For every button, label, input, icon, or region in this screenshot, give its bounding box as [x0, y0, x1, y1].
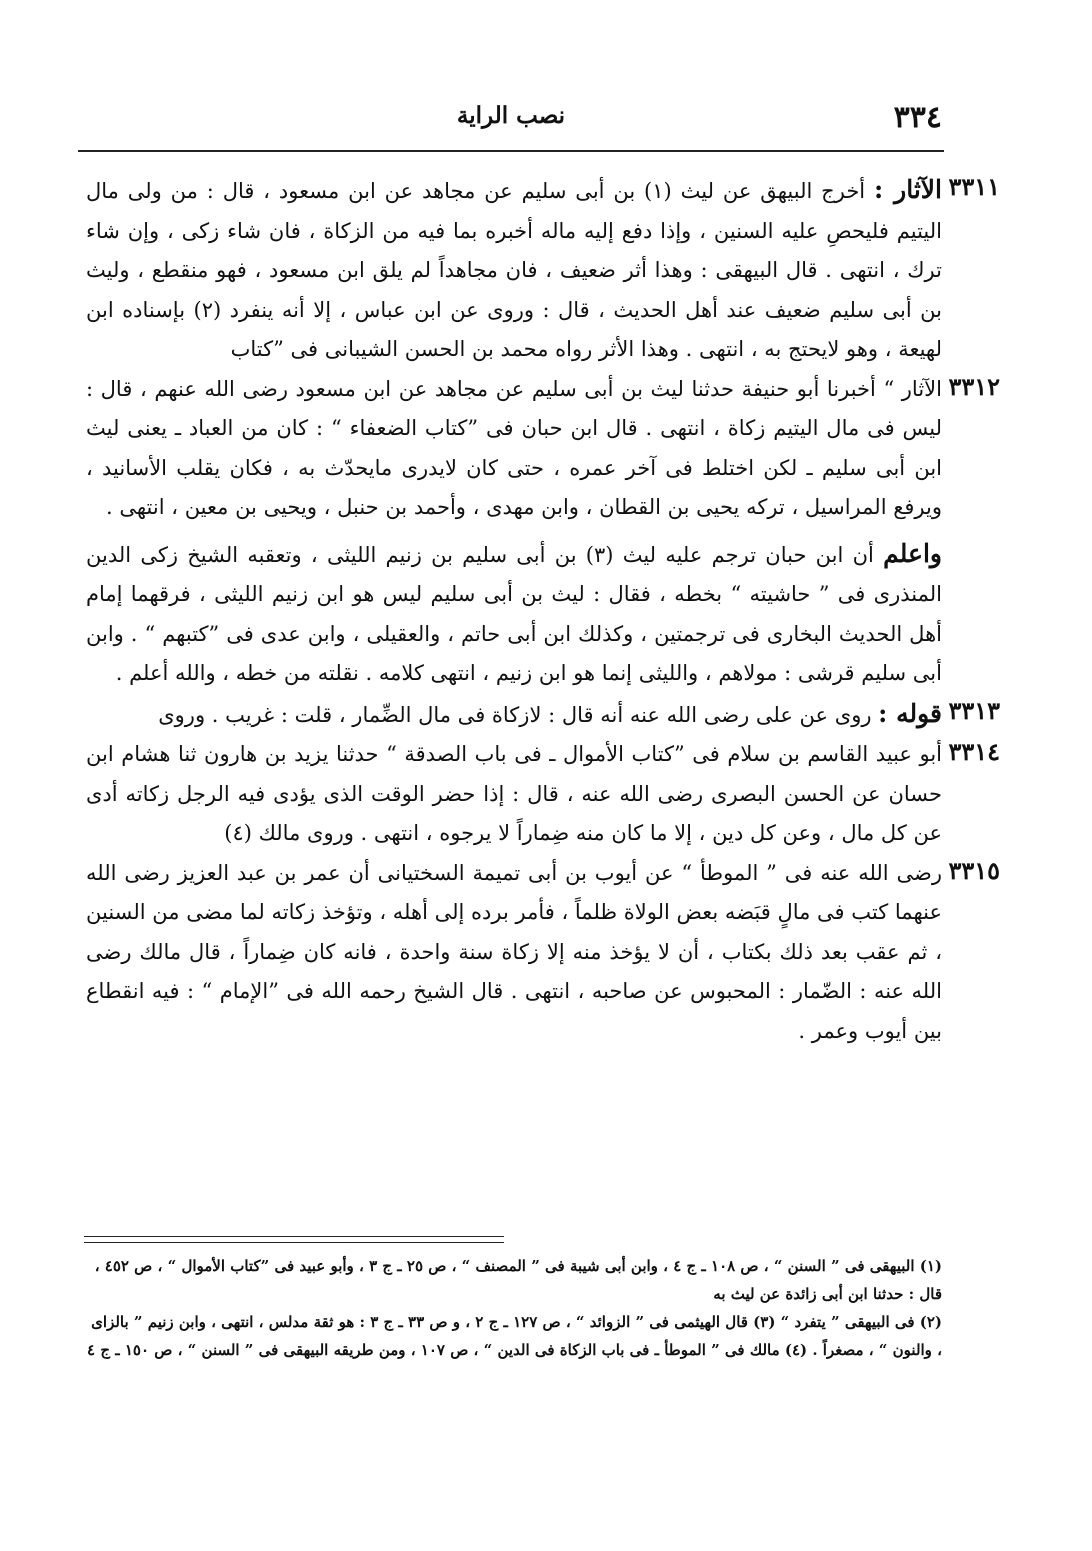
footnote: (١) البيهقى فى ” السنن “ ، ص ١٠٨ ـ ج ٤ ، وابن أبى شيبة فى ” المصنف “ ، ص ٢٥ ـ ج ٣ ، وأبو عبيد فى ”كتاب الأموال “ ، ص ٤٥٢ ، قال : حدثنا ابن أبى زائدة عن ليث به [94, 1257, 942, 1303]
entry-number: ٣٣١٢ [948, 371, 1000, 401]
main-text [86, 170, 1000, 1051]
entry-number: ٣٣١١ [948, 172, 1000, 201]
entry-3312 [86, 370, 1000, 528]
entry-text [86, 170, 942, 370]
running-title: نصب الراية [456, 102, 566, 129]
footnote: (٢) فى البيهقى ” يتفرد “ (٣) قال الهيثمى فى ” الزوائد “ ، ص ١٢٧ ـ ج ٢ ، و ص ٣٣ ـ ج ٣ : هو ثقة مدلس ، انتهى ، وابن زنيم ” بالزاى ، والنون “ ، مصغراً . (٤) مالك فى ” الموطأ ـ فى باب الزكاة فى الدين “ ، ص ١٠٧ ، ومن طريقه البيهقى فى ” السنن “ ، ص ١٥٠ ـ ج ٤ [87, 1313, 942, 1359]
entry-body: أن ابن حبان ترجم عليه ليث (٣) بن أبى سليم بن زنيم الليثى ، وتعقبه الشيخ زكى الدين المنذرى فى ” حاشيته “ بخطه ، فقال : ليث بن أبى سليم ليس هو ابن زنيم الليثى ، فرقهما إمام أهل الحديث البخارى فى ترجمتين ، وكذلك ابن أبى حاتم ، والعقيلى ، وابن عدى فى ”كتبهم “ . وابن أبى سليم قرشى : مولاهم ، والليثى إنما هو ابن زنيم ، انتهى كلامه . نقلته من خطه ، والله أعلم . [86, 542, 942, 685]
entry-text [86, 694, 942, 736]
entry-3311 [86, 170, 1000, 370]
entry-lead: قوله : [878, 698, 942, 728]
entry-3313 [86, 694, 1000, 736]
entry-number: ٣٣١٥ [948, 855, 1000, 885]
entry-body: روى عن على رضى الله عنه أنه قال : لازكاة فى مال الضِّمار ، قلت : غريب . وروى [158, 702, 872, 727]
entry-3315 [86, 854, 1000, 1052]
entry-lead: واعلم [883, 538, 942, 568]
header-rule [78, 150, 944, 152]
entry-text [86, 735, 942, 854]
entry-3314 [86, 735, 1000, 854]
entry-body: الآثار “ أخبرنا أبو حنيفة حدثنا ليث بن أبى سليم عن مجاهد عن ابن مسعود رضى الله عنهم ، قال : ليس فى مال اليتيم زكاة ، انتهى . قال ابن حبان فى ”كتاب الضعفاء “ : كان من العباد ـ يعنى ليث ابن أبى سليم ـ لكن اختلط فى آخر عمره ، حتى كان لايدرى مايحدّث به ، فكان يقلب الأسانيد ، ويرفع المراسيل ، تركه يحيى بن القطان ، وابن مهدى ، وأحمد بن حنبل ، ويحيى بن معين ، انتهى . [86, 376, 942, 519]
footnote-rule [84, 1236, 504, 1237]
page-header [80, 100, 942, 140]
page-number: ٣٣٤ [893, 100, 942, 135]
entry-text [86, 534, 942, 694]
entry-lead: الآثار : [874, 175, 942, 204]
footnotes [84, 1252, 942, 1364]
entry-body: أبو عبيد القاسم بن سلام فى ”كتاب الأموال ـ فى باب الصدقة “ حدثنا يزيد بن هارون ثنا هشام ابن حسان عن الحسن البصرى رضى الله عنه ، قال : إذا حضر الوقت الذى يؤدى فيه الرجل زكاته أدى عن كل مال ، وعن كل دين ، إلا ما كان منه ضِماراً لا يرجوه ، انتهى . وروى مالك (٤) [86, 742, 942, 845]
entry-number: ٣٣١٤ [948, 737, 1000, 766]
entry-text [86, 854, 942, 1052]
entry-body: أخرج البيهق عن ليث (١) بن أبى سليم عن مجاهد عن ابن مسعود ، قال : من ولى مال اليتيم فليحصِ عليه السنين ، وإذا دفع إليه ماله أخبره بما فيه من الزكاة ، فان شاء زكى ، وإن شاء ترك ، انتهى . قال البيهقى : وهذا أثر ضعيف ، فان مجاهداً لم يلق ابن مسعود ، فهو منقطع ، وليث بن أبى سليم ضعيف عند أهل الحديث ، قال : وروى عن ابن عباس ، إلا أنه ينفرد (٢) بإسناده ابن لهيعة ، وهو لايحتج به ، انتهى . وهذا الأثر رواه محمد بن الحسن الشيبانى فى ”كتاب [86, 179, 943, 361]
footnote-rule [84, 1242, 504, 1243]
entry-number: ٣٣١٣ [948, 695, 1000, 725]
entry-body: رضى الله عنه فى ” الموطأ “ عن أيوب بن أبى تميمة السختيانى أن عمر بن عبد العزيز رضى الله عنهما كتب فى مالٍ قبَضه بعض الولاة ظلماً ، فأمر برده إلى أهله ، وتؤخذ زكاته لما مضى من السنين ، ثم عقب بعد ذلك بكتاب ، أن لا يؤخذ منه إلا زكاة سنة واحدة ، فانه كان ضِماراً ، قال مالك رضى الله عنه : الضّمار : المحبوس عن صاحبه ، انتهى . قال الشيخ رحمه الله فى ”الإمام “ : فيه انقطاع بين أيوب وعمر . [86, 860, 942, 1043]
entry-text [86, 370, 942, 528]
paragraph-note [86, 534, 942, 694]
